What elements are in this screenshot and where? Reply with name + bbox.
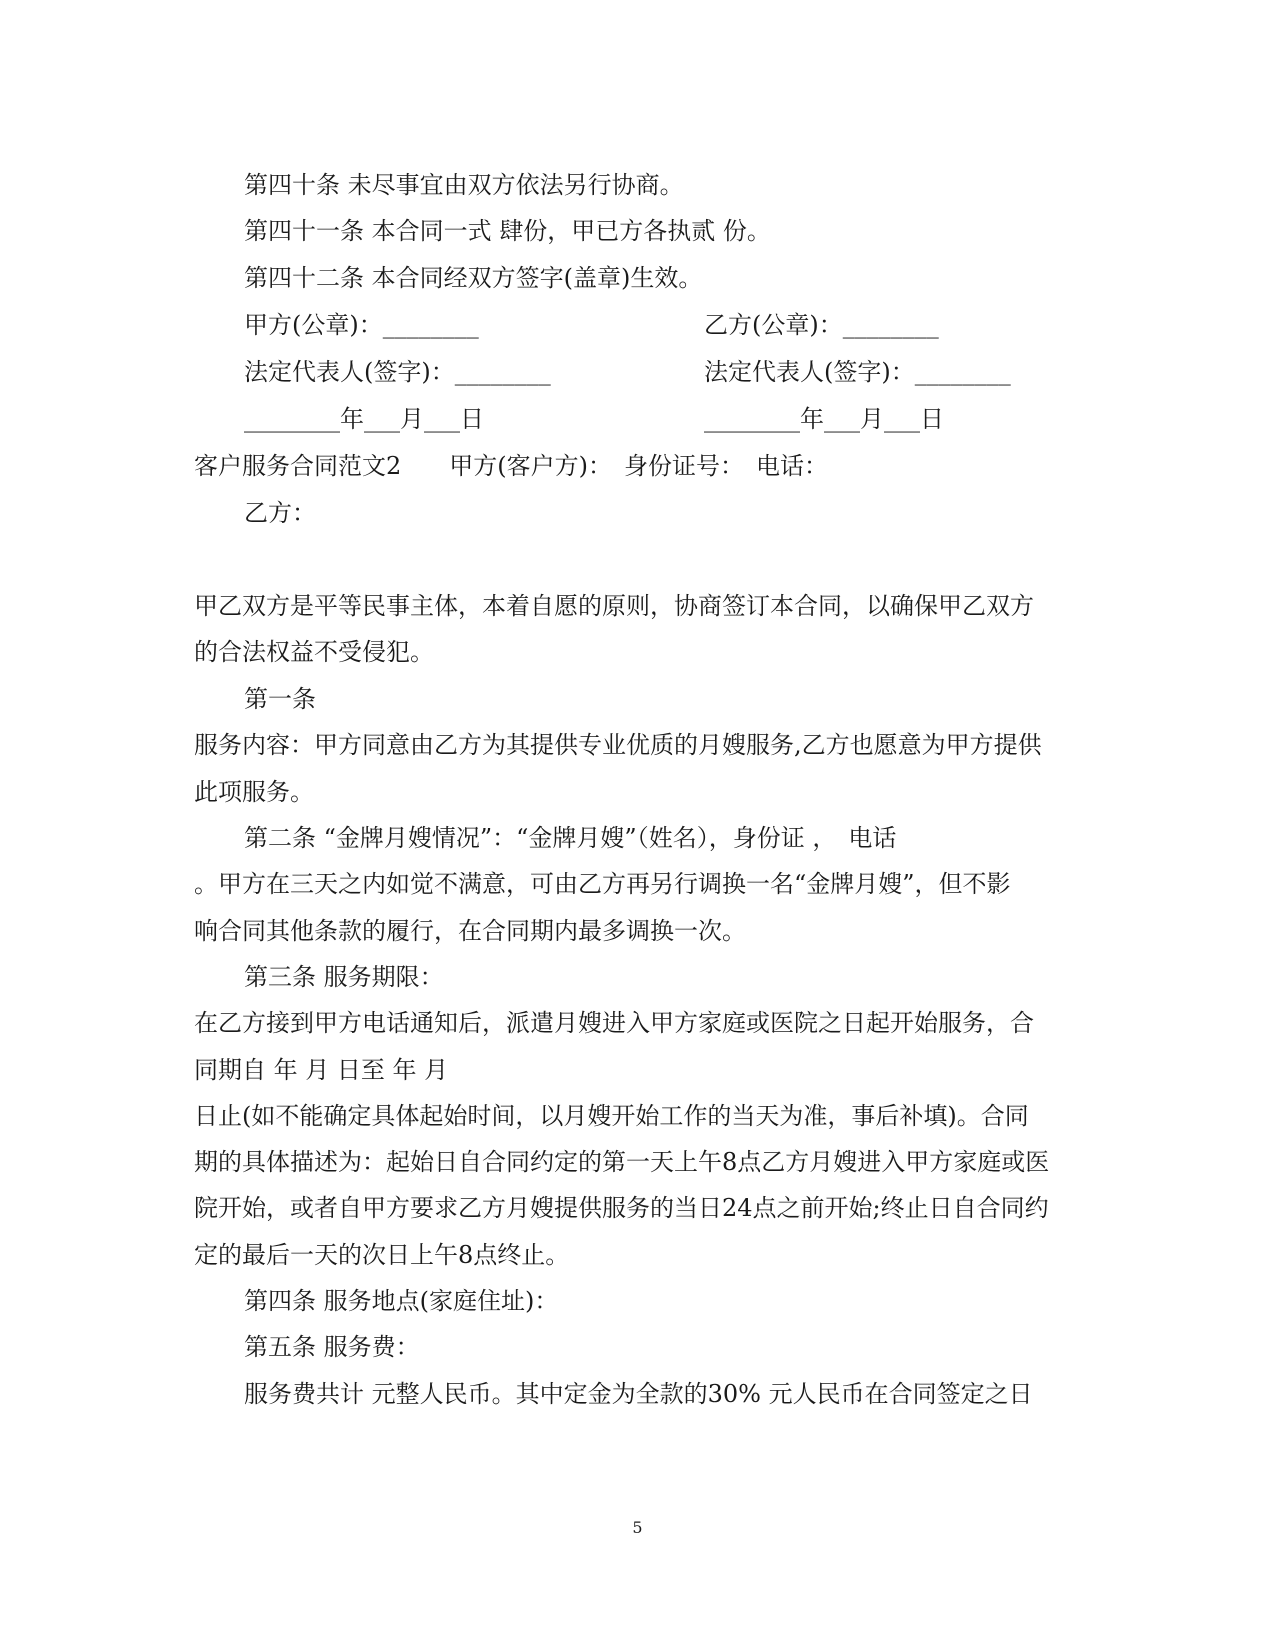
intro-line-2: 的合法权益不受侵犯。 — [194, 638, 434, 666]
intro-line-1: 甲乙双方是平等民事主体，本着自愿的原则，协商签订本合同，以确保甲乙双方 — [194, 592, 1034, 620]
party-b-seal-line: 乙方(公章)：________ — [704, 311, 939, 339]
article-3-line-4: 期的具体描述为：起始日自合同约定的第一天上午8点乙方月嫂进入甲方家庭或医 — [194, 1148, 1050, 1176]
article-1-title: 第一条 — [244, 685, 316, 713]
article-4-title: 第四条 服务地点(家庭住址)： — [244, 1287, 559, 1315]
article-3-line-1: 在乙方接到甲方电话通知后，派遣月嫂进入甲方家庭或医院之日起开始服务，合 — [194, 1009, 1034, 1037]
article-3-line-3: 日止(如不能确定具体起始时间，以月嫂开始工作的当天为准，事后补填)。合同 — [194, 1102, 1029, 1130]
article-41: 第四十一条 本合同一式 肆份，甲已方各执贰 份。 — [244, 217, 771, 245]
party-b-representative-line: 法定代表人(签字)：________ — [704, 358, 1011, 386]
contract-2-header: 客户服务合同范文2 甲方(客户方)： 身份证号： 电话： — [194, 452, 828, 480]
party-a-representative-line: 法定代表人(签字)：________ — [244, 358, 551, 386]
party-b-label: 乙方： — [244, 499, 316, 527]
article-5-line-1: 服务费共计 元整人民币。其中定金为全款的30% 元人民币在合同签定之日 — [244, 1380, 1033, 1408]
article-42: 第四十二条 本合同经双方签字(盖章)生效。 — [244, 264, 703, 292]
article-3-line-5: 院开始，或者自甲方要求乙方月嫂提供服务的当日24点之前开始;终止日自合同约 — [194, 1194, 1049, 1222]
article-2-line-3: 响合同其他条款的履行，在合同期内最多调换一次。 — [194, 917, 746, 945]
article-40: 第四十条 未尽事宜由双方依法另行协商。 — [244, 171, 684, 199]
article-1-line-2: 此项服务。 — [194, 778, 314, 806]
party-a-seal-line: 甲方(公章)：________ — [244, 311, 479, 339]
article-2-line-1: 第二条 “金牌月嫂情况”：“金牌月嫂”（姓名），身份证 ， 电话 — [244, 824, 897, 852]
article-3-line-6: 定的最后一天的次日上午8点终止。 — [194, 1241, 570, 1269]
party-b-date-line: ________年___月___日 — [704, 405, 944, 433]
article-1-line-1: 服务内容：甲方同意由乙方为其提供专业优质的月嫂服务,乙方也愿意为甲方提供 — [194, 731, 1042, 759]
article-2-line-2: 。甲方在三天之内如觉不满意，可由乙方再另行调换一名“金牌月嫂”，但不影 — [194, 870, 1011, 898]
page-number: 5 — [632, 1518, 643, 1537]
article-5-title: 第五条 服务费： — [244, 1333, 420, 1361]
party-a-date-line: ________年___月___日 — [244, 405, 484, 433]
article-3-title: 第三条 服务期限： — [244, 963, 444, 991]
article-3-line-2: 同期自 年 月 日至 年 月 — [194, 1056, 449, 1084]
